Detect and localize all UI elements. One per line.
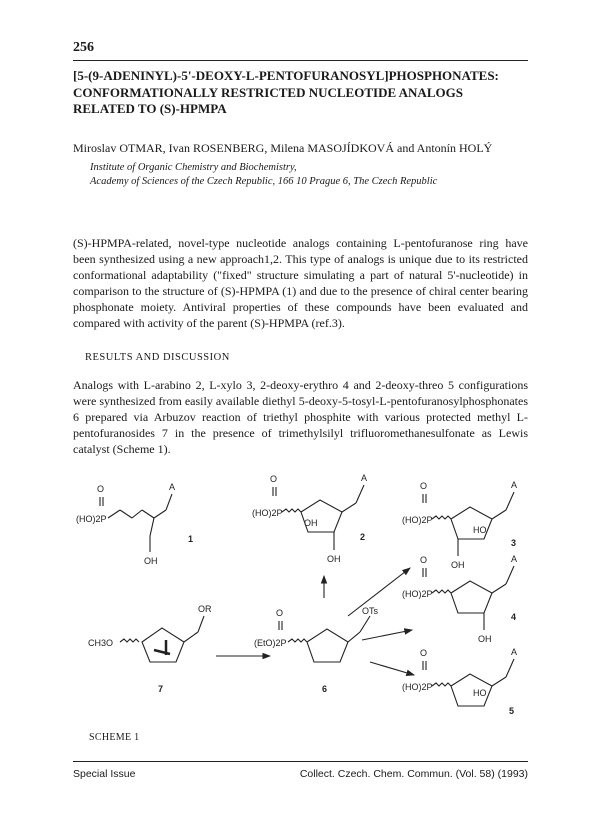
article-title: [73, 68, 533, 118]
section-heading: RESULTS AND DISCUSSION: [85, 352, 230, 363]
title-line-2: CONFORMATIONALLY RESTRICTED NUCLEOTIDE ANALOGS: [73, 84, 463, 100]
page-number: 256: [73, 40, 94, 55]
affiliation-line-1: Institute of Organic Chemistry and Biochemistry,: [90, 162, 297, 173]
hydroxy-label-4: OH: [478, 634, 492, 644]
author-list: Miroslav OTMAR, Ivan ROSENBERG, Milena MASOJÍDKOVÁ and Antonín HOLÝ: [73, 141, 493, 155]
footer-issue: Special Issue: [73, 768, 136, 780]
adenine-label-4: A: [511, 554, 518, 564]
compound-number-6: 6: [322, 684, 328, 694]
phosphono-label-4: (HO)2P: [402, 589, 433, 599]
compound-number-2: 2: [360, 532, 366, 542]
compound-number-3: 3: [511, 538, 517, 548]
affiliation-line-2: Academy of Sciences of the Czech Republic, 166 10 Prague 6, The Czech Republic: [90, 176, 438, 187]
title-line-1: [5-(9-ADENINYL)-5'-DEOXY-L-PENTOFURANOSYL]PHOSPHONATES:: [73, 68, 499, 83]
structure-7: [120, 616, 204, 662]
ring-hydroxy-label-3: HO: [473, 525, 487, 535]
structure-1: [100, 494, 172, 552]
oxo-label-1: O: [97, 484, 105, 494]
hydroxy-label-1: OH: [144, 556, 158, 566]
header-rule: [73, 60, 528, 61]
compound-number-1: 1: [188, 534, 194, 544]
structure-4: [423, 566, 517, 630]
body-paragraph: Analogs with L-arabino 2, L-xylo 3, 2-deoxy-erythro 4 and 2-deoxy-threo 5 configurations were synthesized from easily available diethyl 5-deoxy-5-tosyl-L-pentofuranosylphosphonates 6 prepared via Arbuzov reaction of triethyl phosphite with various protected methyl L-pentofuranosides 7 in the presence of trimethylsilyl trifluoromethanesulfonate as Lewis catalyst (Scheme 1).: [73, 378, 528, 456]
phosphono-label-2: (HO)2P: [252, 508, 283, 518]
oxo-label-3: O: [420, 481, 428, 491]
reaction-scheme: [70, 470, 530, 725]
tosyloxy-label-6: OTs: [362, 606, 379, 616]
oxo-label-2: O: [270, 474, 278, 484]
footer-rule: [73, 761, 528, 762]
oxo-label-5: O: [420, 648, 428, 658]
phosphono-label-5: (HO)2P: [402, 682, 433, 692]
adenine-label-5: A: [511, 647, 518, 657]
compound-number-4: 4: [511, 612, 517, 622]
affiliation: [90, 161, 437, 189]
footer-citation: Collect. Czech. Chem. Commun. (Vol. 58) (1993): [299, 768, 528, 780]
adenine-label-2: A: [361, 473, 368, 483]
adenine-label-1: A: [169, 482, 176, 492]
hydroxy-label-3: OH: [451, 560, 465, 570]
diethoxyphosphoryl-label-6: (EtO)2P: [254, 638, 287, 648]
oxo-label-6: O: [276, 608, 284, 618]
structure-5: [423, 659, 514, 706]
compound-number-7: 7: [158, 684, 164, 694]
compound-number-5: 5: [509, 706, 515, 716]
phosphono-label-3: (HO)2P: [402, 515, 433, 525]
hydroxy-label-2: OH: [327, 554, 341, 564]
alkoxy-label-7: OR: [198, 604, 212, 614]
adenine-label-3: A: [511, 480, 518, 490]
ring-hydroxy-label-5: HO: [473, 688, 487, 698]
scheme-caption: SCHEME 1: [89, 732, 140, 743]
abstract-paragraph: (S)-HPMPA-related, novel-type nucleotide analogs containing L-pentofuranose ring have been synthesized using a new approach1,2. This type of analogs is unique due to its restricted conformational adaptability ("fixed" structure simulating a part of natural 5'-nucleotide) in comparison to the structure of (S)-HPMPA (1) and due to the presence of chiral center bearing phosphonate moiety. Antiviral properties of these compounds have been evaluated and compared with activity of the parent (S)-HPMPA (ref.3).: [73, 236, 528, 330]
phosphono-label-1: (HO)2P: [76, 514, 107, 524]
ring-hydroxy-label-2: OH: [304, 518, 318, 528]
structure-3: [423, 492, 517, 556]
title-line-3: RELATED TO (S)-HPMPA: [73, 101, 227, 116]
structure-6: [279, 616, 370, 662]
methoxy-label-7: CH3O: [88, 638, 114, 648]
oxo-label-4: O: [420, 555, 428, 565]
reaction-arrows: [216, 568, 414, 675]
structure-2: [273, 485, 364, 550]
